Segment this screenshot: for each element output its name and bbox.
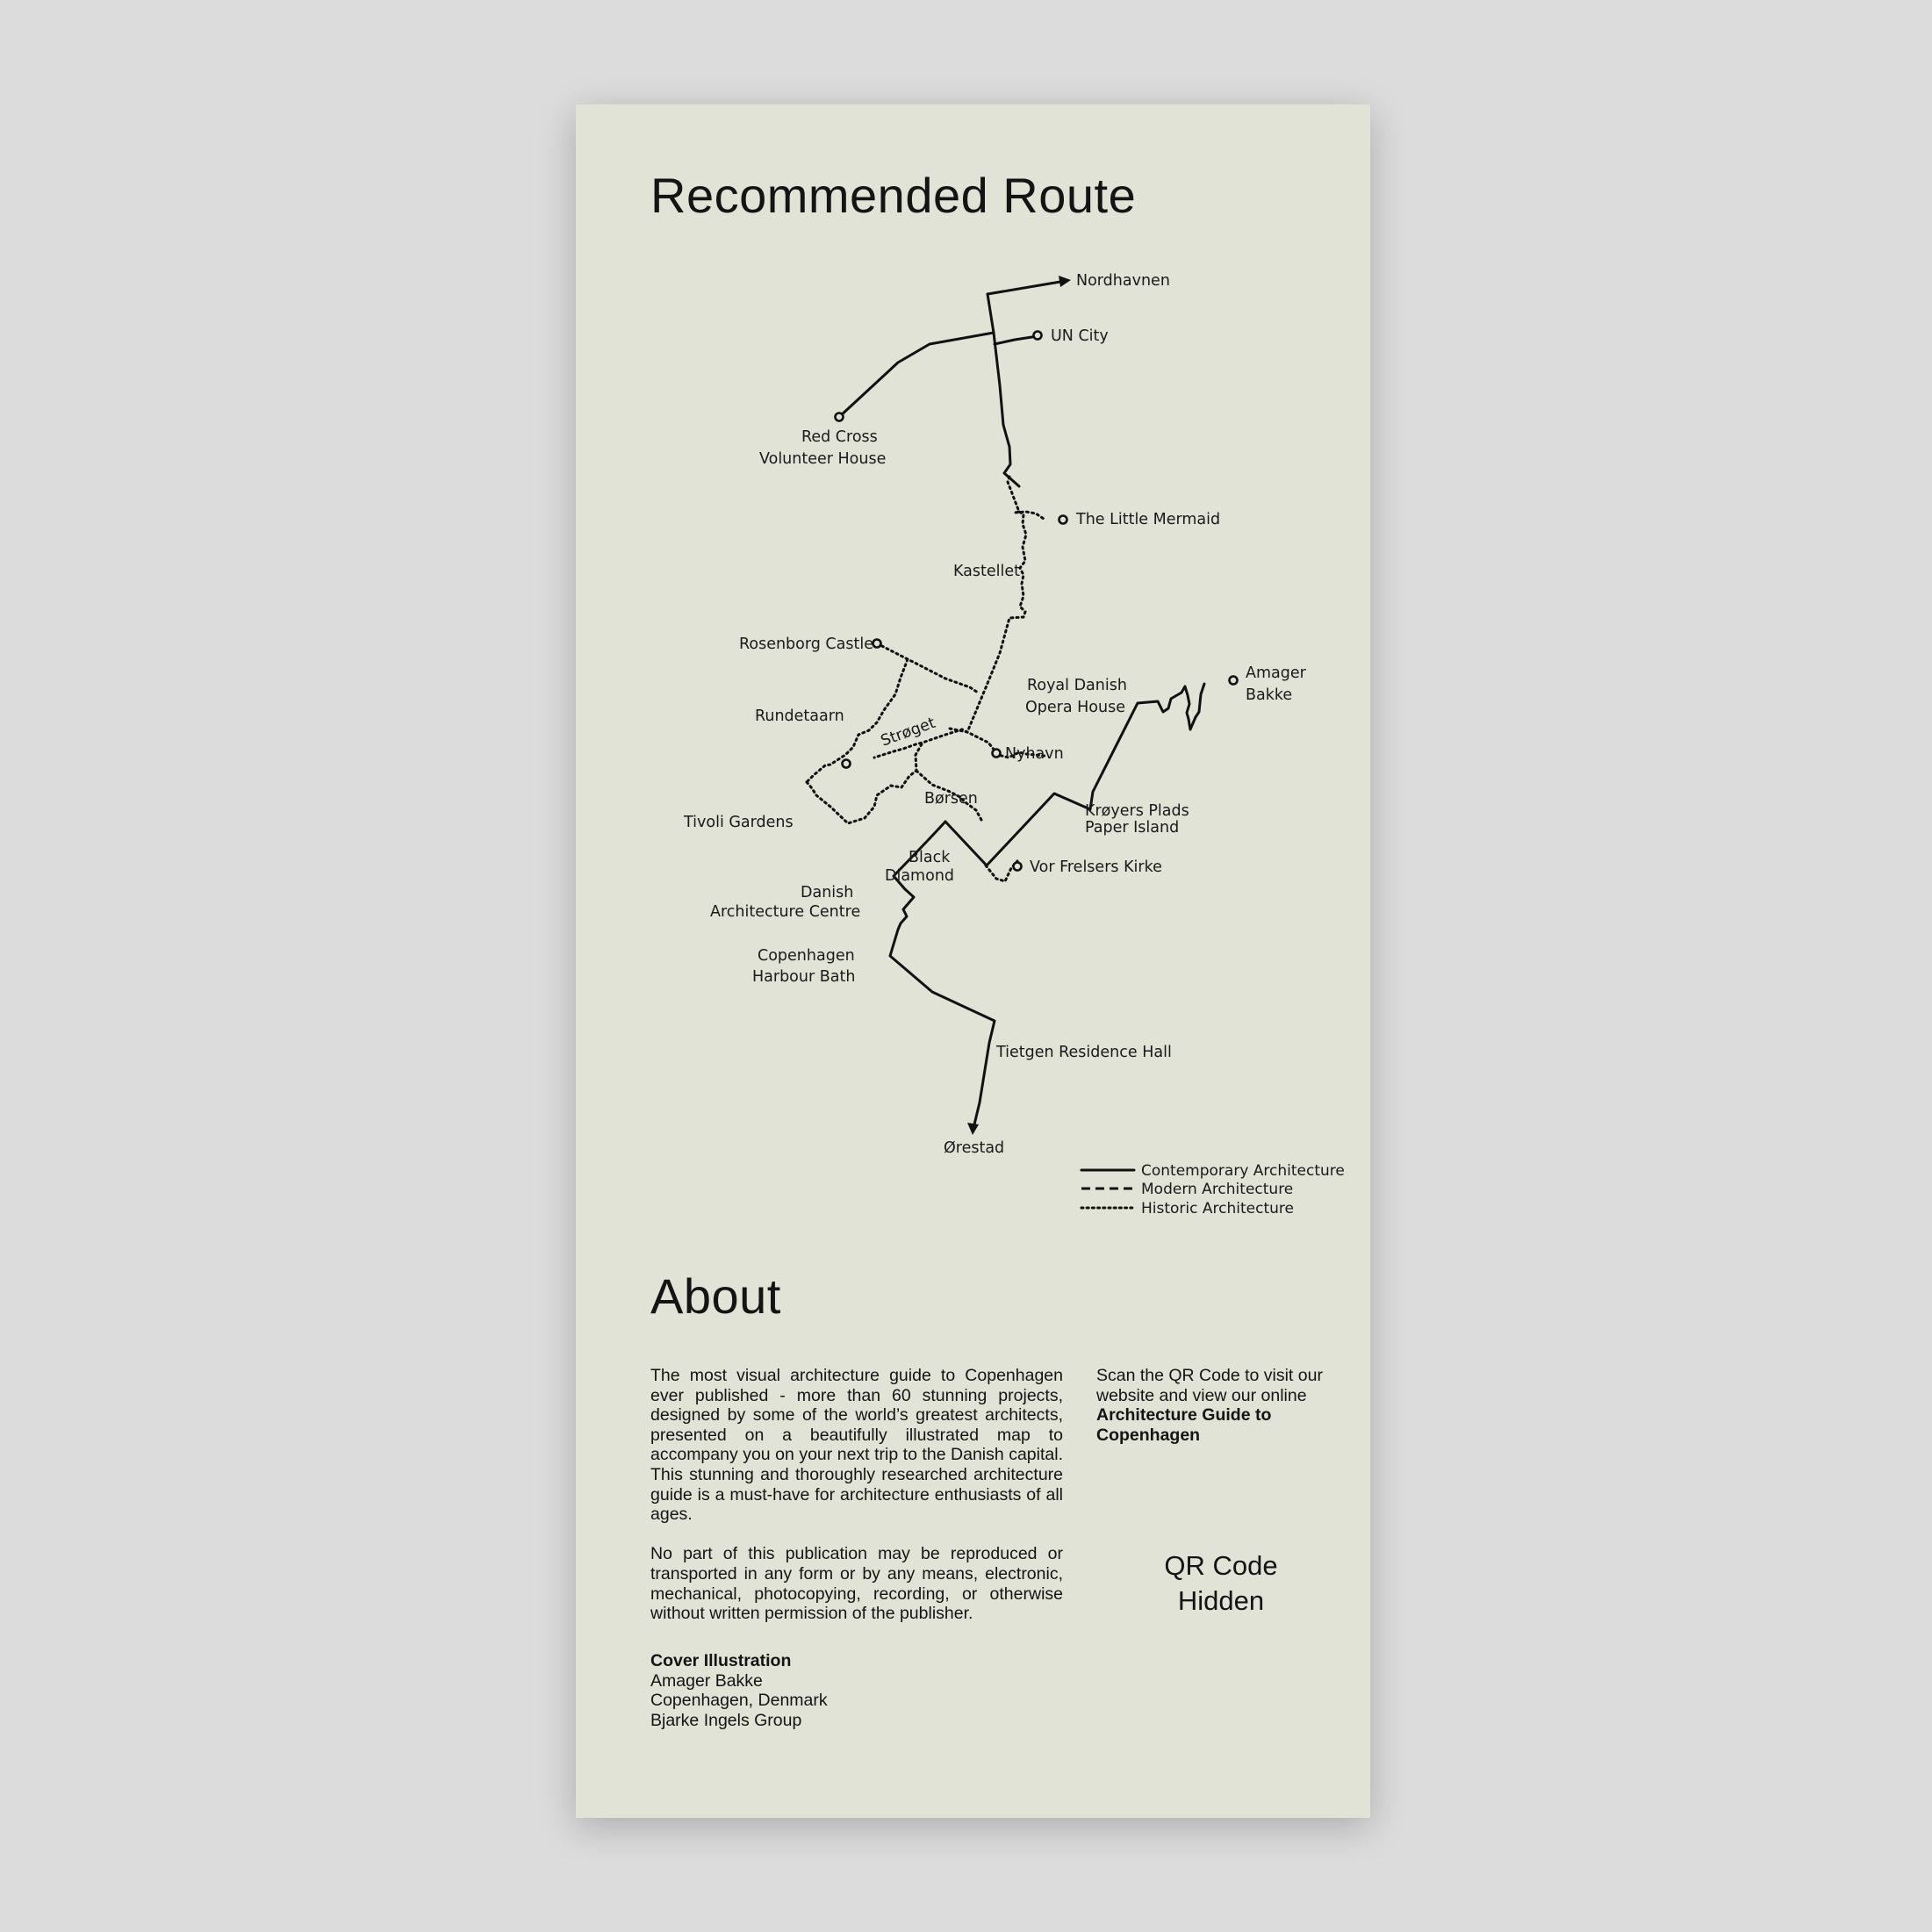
label-opera-1: Royal Danish	[1027, 677, 1127, 694]
qr-placeholder-line-1: QR Code	[1164, 1550, 1278, 1581]
cover-credits	[650, 1651, 914, 1730]
label-nyhavn: Nyhavn	[1005, 745, 1064, 763]
label-stroget: Strøget	[878, 714, 938, 751]
label-rosenborg: Rosenborg Castle	[739, 636, 873, 653]
map-legend	[1081, 1162, 1345, 1217]
legend-label-historic: Historic Architecture	[1141, 1200, 1294, 1217]
label-dac-1: Danish	[801, 884, 854, 901]
label-nordhavnen: Nordhavnen	[1076, 272, 1170, 290]
route-line-nordhavnen	[988, 282, 1060, 294]
stop-marker-uncity	[1034, 332, 1042, 340]
label-tietgen: Tietgen Residence Hall	[996, 1044, 1172, 1061]
legend-label-modern: Modern Architecture	[1141, 1181, 1294, 1198]
qr-instructions	[1096, 1366, 1342, 1445]
route-title: Recommended Route	[650, 168, 1137, 223]
stop-marker-stroget	[843, 760, 851, 768]
credits-line-1: Amager Bakke	[650, 1670, 763, 1691]
label-rundetaarn: Rundetaarn	[755, 707, 844, 725]
stop-markers	[836, 332, 1238, 871]
label-red-cross-2: Volunteer House	[759, 450, 887, 468]
about-paragraph-2: No part of this publication may be reproduced or transported in any form or by any means, electronic, mechanical, photocopying, recording, or otherwise without written permission of the publisher.	[650, 1544, 1063, 1624]
label-dac-2: Architecture Centre	[710, 903, 861, 921]
label-black-diamond-2: Diamond	[885, 867, 955, 885]
credits-line-2: Copenhagen, Denmark	[650, 1691, 828, 1711]
stop-marker-nyhavn	[993, 750, 1001, 758]
stop-marker-redcross	[836, 413, 844, 421]
label-kastellet: Kastellet	[953, 563, 1020, 580]
contemporary-route-lines	[839, 276, 1204, 1135]
qr-guide-link-text: Architecture Guide to Copenhagen	[1096, 1405, 1272, 1445]
label-black-diamond-1: Black	[909, 849, 951, 866]
label-orestad: Ørestad	[944, 1139, 1005, 1157]
route-line-vorfrelsers	[986, 861, 1017, 881]
label-tivoli: Tivoli Gardens	[684, 814, 794, 831]
stop-marker-mermaid	[1059, 516, 1067, 524]
label-borsen: Børsen	[924, 790, 978, 808]
qr-code-placeholder	[1138, 1548, 1304, 1636]
route-map	[576, 104, 1370, 1246]
credits-line-3: Bjarke Ingels Group	[650, 1710, 802, 1730]
label-red-cross-1: Red Cross	[801, 428, 878, 446]
about-text	[650, 1366, 1063, 1643]
label-harbour-bath-2: Harbour Bath	[752, 968, 856, 986]
label-kroyers-2: Paper Island	[1085, 819, 1180, 837]
credits-heading: Cover Illustration	[650, 1651, 792, 1670]
stop-marker-vorfrelsers	[1014, 863, 1022, 871]
about-paragraph-1: The most visual architecture guide to Copenhagen ever published - more than 60 stunning projects, designed by some of the world’s greatest architects, presented on a beautifully illustrated map to accompany you on your next trip to the Danish capital. This stunning and thoroughly researched architecture guide is a must-have for architecture enthusiasts of all ages.	[650, 1366, 1063, 1525]
label-vor-frelsers: Vor Frelsers Kirke	[1030, 858, 1162, 876]
route-line-uncity	[995, 336, 1038, 344]
label-harbour-bath-1: Copenhagen	[758, 947, 855, 965]
label-amager-2: Bakke	[1246, 686, 1293, 704]
stop-marker-rosenborg	[873, 640, 881, 648]
label-kroyers-1: Krøyers Plads	[1085, 802, 1189, 820]
qr-placeholder-line-2: Hidden	[1177, 1585, 1265, 1616]
label-opera-2: Opera House	[1025, 699, 1125, 716]
route-line-north	[988, 294, 1019, 486]
arrow-orestad-icon	[967, 1123, 979, 1135]
qr-intro-text: Scan the QR Code to visit our website and view our online	[1096, 1366, 1323, 1405]
route-line-redcross	[839, 333, 994, 417]
historic-route-lines	[807, 477, 1045, 881]
about-title: About	[650, 1268, 781, 1324]
label-little-mermaid: The Little Mermaid	[1076, 511, 1221, 528]
route-line-mermaid-spur	[1015, 512, 1044, 519]
legend-label-contemporary: Contemporary Architecture	[1141, 1162, 1345, 1180]
label-amager-1: Amager	[1246, 664, 1306, 682]
route-line-mermaid	[874, 477, 1026, 758]
label-un-city: UN City	[1051, 327, 1109, 345]
brochure-panel	[576, 104, 1370, 1818]
arrow-nordhavnen-icon	[1059, 276, 1071, 287]
stop-marker-amager	[1230, 677, 1238, 685]
route-line-tivoli	[807, 743, 923, 823]
route-line-rosenborg	[877, 643, 978, 693]
